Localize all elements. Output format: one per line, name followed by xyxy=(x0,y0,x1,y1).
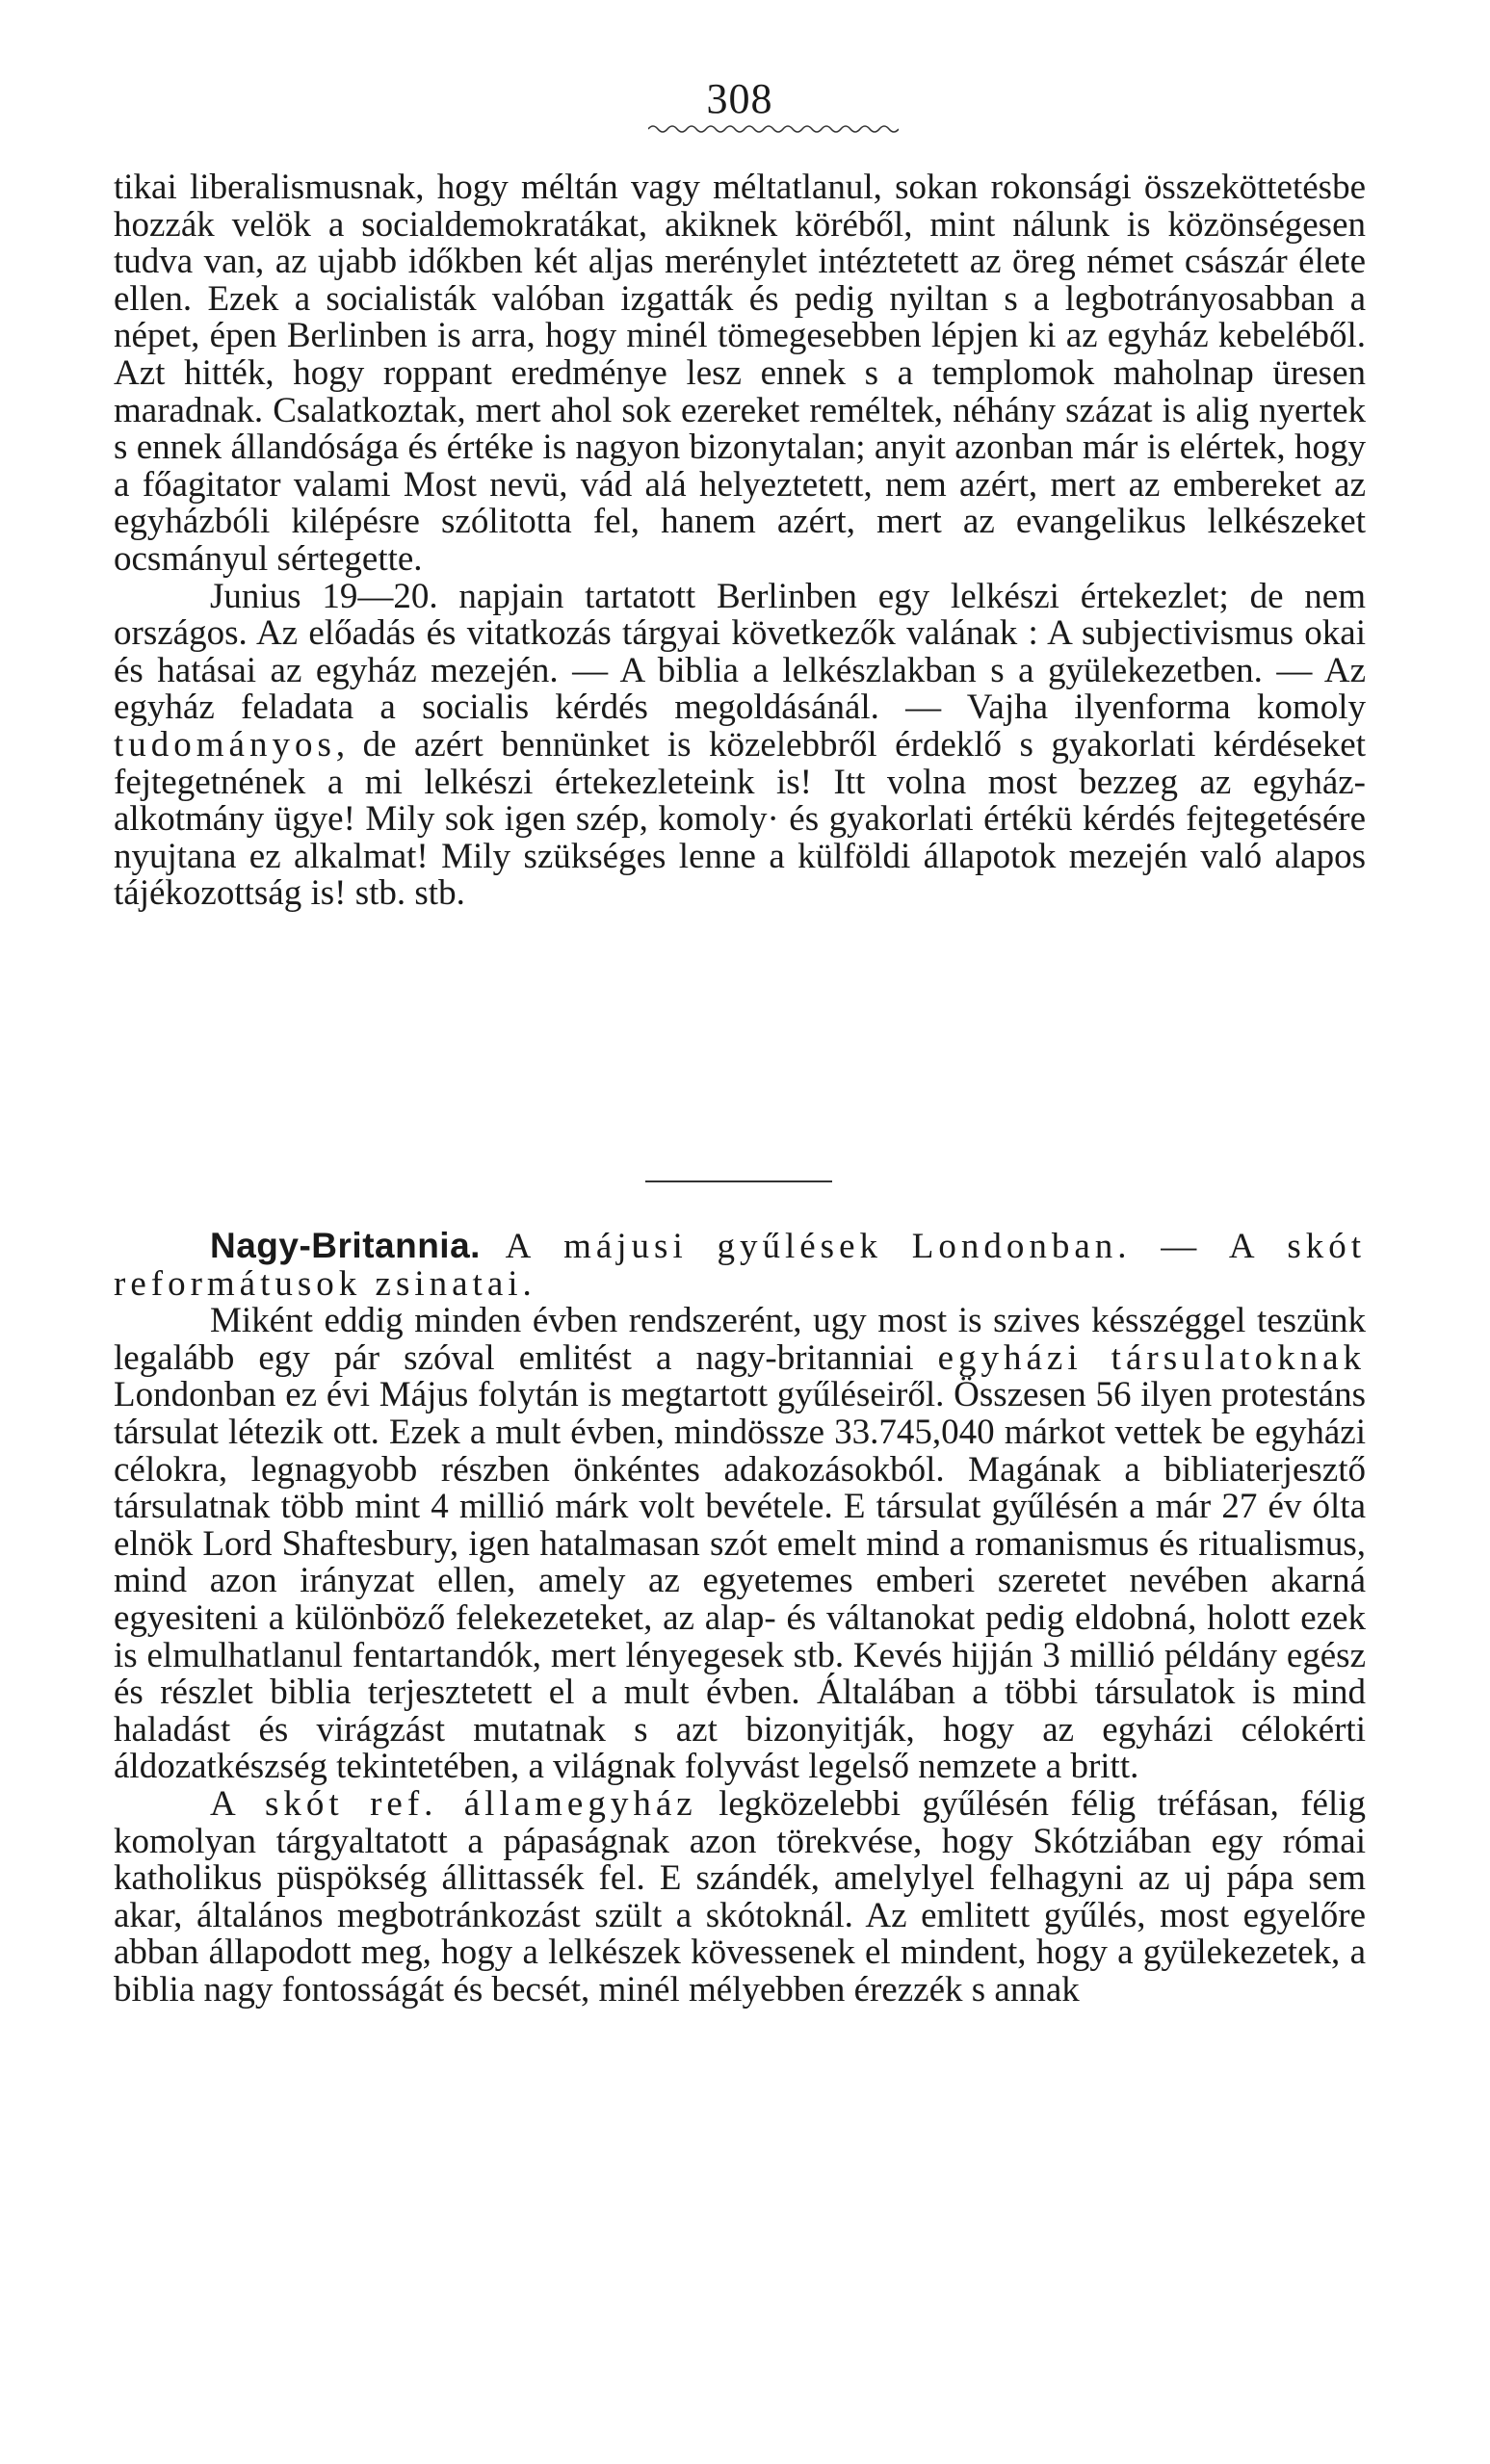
emphasized-term: tudományos xyxy=(114,724,336,765)
german-report-section xyxy=(114,169,1366,913)
section-heading xyxy=(114,1228,1366,1303)
text-run: legközelebbi gyűlésén félig tréfásan, félig komolyan tárgyaltatott a pápaságnak azon törekvése, hogy Skótziában egy római katholikus püspökség állittassék fel. E szándék, amelylyel felhagyni az uj pápa sem akar, általános megbotránkozást szült a skótoknál. Az emlitett gyűlés, most egyelőre abban állapodott meg, hogy a lelkészek kövessenek el mindent, hogy a gyülekezetek, a biblia nagy fontosságát és becsét, minél mélyebben érezzék s annak xyxy=(114,1783,1366,2010)
page-number: 308 xyxy=(706,75,773,122)
paragraph-berlin-conference xyxy=(114,576,1366,914)
page-number-ornament xyxy=(648,121,899,135)
text-run: Londonban ez évi Május folytán is megtartott gyűléseiről. Összesen 56 ilyen protestáns társulat létezik ott. Ezek a mult évben, mindössze 33.745,040 márkot vettek be egyházi célokra, legnagyobb részben önkéntes adakozásokból. Magának a bibliaterjesztő társulatnak több mint 4 millió márk volt bevétele. E társulat gyűlésén a már 27 év ólta elnök Lord Shaftesbury, igen hatalmasan szót emelt mind a romanismus és ritualismus, mind azon irányzat ellen, amely az egyetemes emberi szeretet nevében akarná egyesiteni a különböző felekezeteket, az alap- és váltanokat pedig eldobná, holott ezek is elmulhatlanul fentartandók, mert lényegesek stb. Kevés hijján 3 millió példány egész és részlet biblia terjesztetett el a mult évben. Általában a többi társulatok is mind haladást és virágzást mutatnak s azt bizonyitják, hogy az egyházi célokérti áldozatkészség tekintetében, a világnak folyvást legelső nemzete a britt. xyxy=(114,1375,1366,1787)
text-run: Miként eddig minden évben rendszerént, ugy most is szives késszéggel teszünk legalább egy pár szóval emlitést a nagy-britanniai xyxy=(114,1301,1366,1378)
country-heading: Nagy-Britannia. xyxy=(210,1226,481,1265)
emphasized-term: egyházi társulatoknak xyxy=(937,1337,1366,1378)
text-run: Junius 19—20. napjain tartatott Berlinben egy lelkészi értekezlet; de nem országos. Az előadás és vitatkozás tárgyai következők valának : A subjectivismus okai és hatásai az egyház mezején. — A biblia a lelkészlakban s a gyülekezetben. — Az egyház feladata a socialis kérdés megoldásánál. — Vajha ilyenforma komoly xyxy=(114,576,1366,728)
text-run: , de azért bennünket is közelebbről érdeklő s gyakorlati kérdéseket fejtegetnének a mi lelkészi értekezleteink is! Itt volna most bezzeg az egyház-alkotmány ügye! Mily sok igen szép, komoly· és gyakorlati értékü kérdés fejtegetésére nyujtana ez alkalmat! Mily szükséges lenne a külföldi állapotok mezején való alapos tájékozottság is! stb. stb. xyxy=(114,724,1366,914)
great-britain-section xyxy=(114,1228,1366,2009)
topic-heading: A májusi gyűlések Londonban. — A skót reformátusok zsinatai. xyxy=(114,1227,1367,1304)
section-divider xyxy=(645,1180,832,1182)
paragraph-scottish-church xyxy=(114,1783,1366,2010)
paragraph-london-societies xyxy=(114,1303,1366,1786)
emphasized-term: A skót ref. államegyház xyxy=(210,1783,697,1824)
paragraph-berlin-socialists: tikai liberalismusnak, hogy méltán vagy méltatlanul, sokan rokonsági összeköttetésbe hozzák velök a socialdemokratákat, akiknek köréből, mint nálunk is közönségesen tudva van, az ujabb időkben két aljas merénylet intéztetett az öreg német császár élete ellen. Ezek a socialisták valóban izgatták és pedig nyiltan s a legbotrányosabban a népet, épen Berlinben is arra, hogy minél tömegesebben lépjen ki az egyház kebeléből. Azt hitték, hogy roppant eredménye lesz ennek s a templomok maholnap üresen maradnak. Csalatkoztak, mert ahol sok ezereket reméltek, néhány százat is alig nyertek s ennek állandósága és értéke is nagyon bizonytalan; anyit azonban már is elértek, hogy a főagitator valami Most nevü, vád alá helyeztetett, nem azért, mert az embereket az egyházbóli kilépésre szólitotta fel, hanem azért, mert az evangelikus lelkészeket ocsmányul sértegette. xyxy=(114,168,1366,579)
